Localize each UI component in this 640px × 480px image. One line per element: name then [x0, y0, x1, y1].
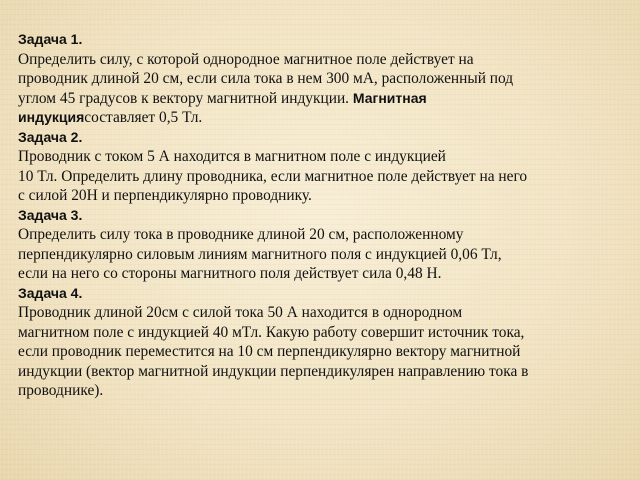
- task-3-line-1: Определить силу тока в проводнике длиной 20 см, расположенному: [18, 226, 464, 243]
- task-4-line-4: индукции (вектор магнитной индукции перпендикулярен направлению тока в: [18, 362, 529, 380]
- task-4-title: Задача 4.: [18, 284, 83, 301]
- task-1-line-3-text: углом 45 градусов к вектору магнитной индукции.: [18, 89, 350, 107]
- task-4-line-1: Проводник длиной 20см с силой тока 50 А находится в однородном: [18, 304, 463, 321]
- task-1-term-a: Магнитная: [352, 89, 427, 106]
- problem-sheet: [18, 30, 624, 401]
- task-4-line-2: магнитном поле с индукцией 40 мТл. Какую работу совершит источник тока,: [18, 323, 525, 341]
- task-3-line-3: если на него со стороны магнитного поля действует сила 0,48 Н.: [18, 265, 442, 282]
- task-1-line-1: Определить силу, с которой однородное магнитное поле действует на: [18, 50, 474, 68]
- task-2-line-3: с силой 20Н и перпендикулярно проводнику.: [18, 187, 312, 204]
- task-1-line-4: [18, 108, 624, 128]
- task-3-title: Задача 3.: [18, 206, 83, 223]
- task-1-tail: составляет 0,5 Тл.: [84, 109, 203, 126]
- task-1-line-3: [18, 89, 624, 109]
- task-4-line-5: проводнике).: [18, 382, 104, 399]
- task-3-line-2: перпендикулярно силовым линиям магнитного поля с индукцией 0,06 Тл,: [18, 245, 502, 263]
- task-2-line-1: Проводник с током 5 А находится в магнитном поле с индукцией: [18, 148, 446, 165]
- task-1-title: Задача 1.: [18, 31, 83, 47]
- task-1-line-2: проводник длиной 20 см, если сила тока в нем 300 мА, расположенный под: [18, 70, 514, 87]
- task-1-term-b: индукция: [18, 109, 85, 125]
- task-2-line-2: 10 Тл. Определить длину проводника, если магнитное поле действует на него: [18, 167, 528, 185]
- task-2-title: Задача 2.: [18, 128, 83, 145]
- task-4-line-3: если проводник переместится на 10 см перпендикулярно вектору магнитной: [18, 343, 521, 360]
